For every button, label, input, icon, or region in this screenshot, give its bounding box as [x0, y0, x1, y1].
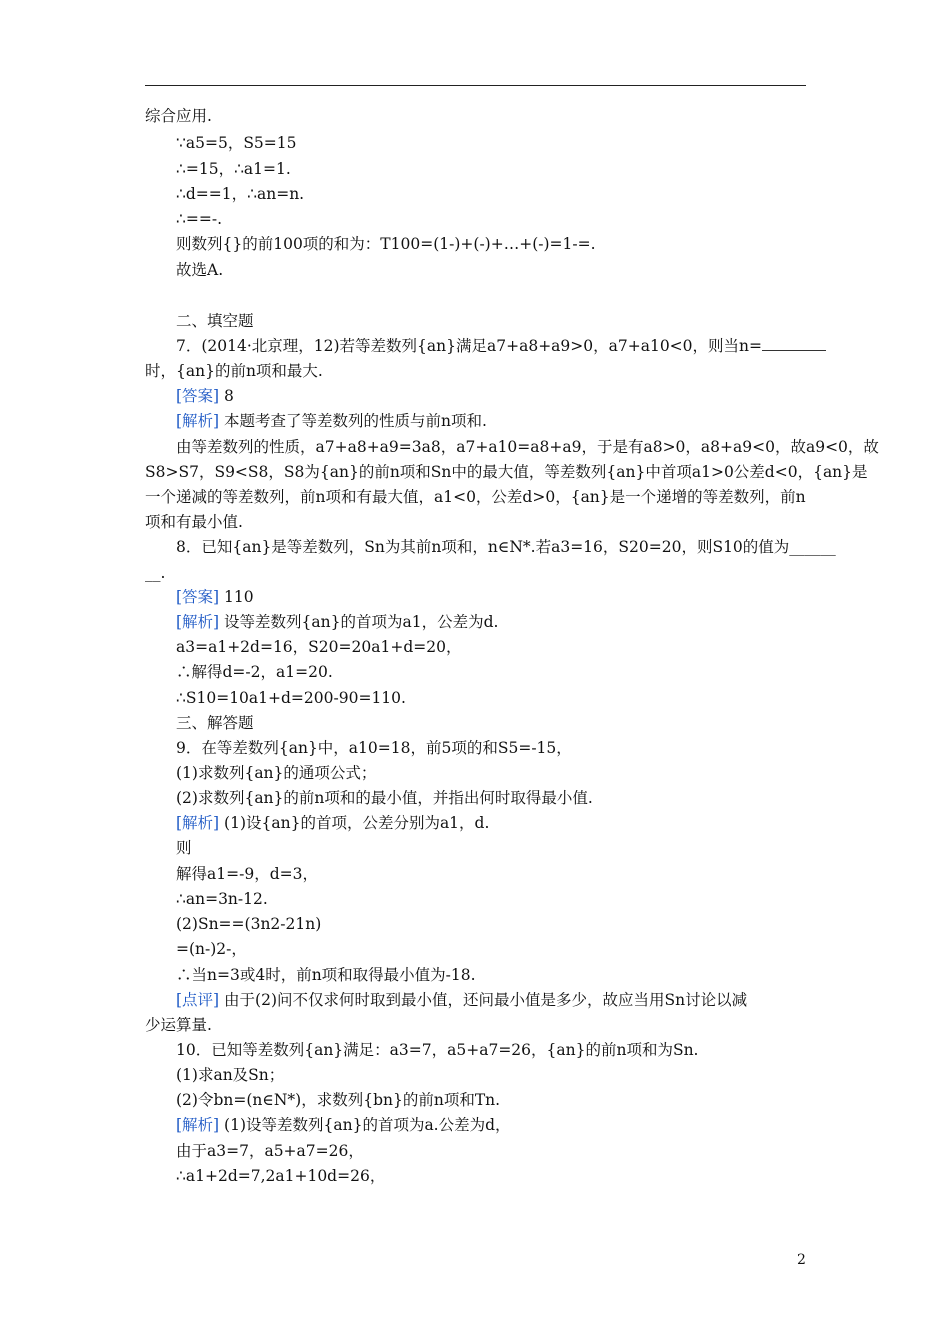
line-text: (1)设{an}的首项，公差分别为a1，d.	[219, 814, 490, 832]
text-line	[145, 106, 212, 126]
text-line	[176, 612, 498, 632]
section-tag: [解析]	[176, 1116, 220, 1134]
line-text: ∴解得d=-2，a1=20.	[176, 663, 333, 681]
line-text: 由于a3=7，a5+a7=26，	[176, 1142, 364, 1160]
line-text: (1)求数列{an}的通项公式；	[176, 764, 377, 782]
text-line	[176, 990, 747, 1010]
header-rule	[145, 85, 806, 86]
line-text: 由于(2)问不仅求何时取到最小值，还问最小值是多少，故应当用Sn讨论以减	[219, 991, 748, 1009]
line-text: ∴S10=10a1+d=200-90=110.	[176, 689, 406, 707]
text-line	[176, 1166, 385, 1186]
line-text: 设等差数列{an}的首项为a1，公差为d.	[219, 613, 499, 631]
text-line	[176, 1065, 284, 1085]
text-line	[176, 537, 836, 557]
section-tag: [答案]	[176, 588, 220, 606]
line-text: 110	[219, 588, 254, 606]
text-line	[176, 184, 304, 204]
text-line	[176, 336, 826, 356]
text-line	[176, 965, 476, 985]
text-line	[176, 209, 222, 229]
text-line	[176, 864, 318, 884]
text-line	[145, 512, 243, 532]
line-text: ∵a5=5，S5=15	[176, 134, 297, 152]
line-text: 一个递减的等差数列，前n项和有最大值，a1<0，公差d>0，{an}是一个递增的等差数列，前n	[145, 488, 806, 506]
line-text: 8	[219, 387, 234, 405]
line-text: __.	[145, 564, 166, 582]
text-line	[145, 1015, 212, 1035]
text-line	[176, 688, 406, 708]
line-text: 则数列{}的前100项的和为：T100=(1-)+(-)+…+(-)=1-=.	[176, 235, 596, 253]
text-line	[176, 1141, 364, 1161]
line-text: ∴==-.	[176, 210, 223, 228]
line-text: 10．已知等差数列{an}满足：a3=7，a5+a7=26，{an}的前n项和为Sn.	[176, 1041, 699, 1059]
text-line	[176, 713, 254, 733]
line-text: (2)求数列{an}的前n项和的最小值，并指出何时取得最小值.	[176, 789, 593, 807]
text-line	[176, 311, 254, 331]
text-line	[176, 1115, 511, 1135]
section-tag: [点评]	[176, 991, 220, 1009]
line-text: ∴an=3n-12.	[176, 890, 268, 908]
line-text: 本题考查了等差数列的性质与前n项和.	[219, 412, 487, 430]
line-text: 项和有最小值.	[145, 513, 243, 531]
text-line	[176, 763, 376, 783]
line-text: 时，{an}的前n项和最大.	[145, 362, 323, 380]
section-tag: [解析]	[176, 613, 220, 631]
text-line	[176, 260, 223, 280]
text-line	[176, 1040, 698, 1060]
text-line	[176, 889, 268, 909]
line-text: 故选A.	[176, 261, 224, 279]
text-line	[145, 563, 165, 583]
line-text: ∴d==1，∴an=n.	[176, 185, 305, 203]
line-text: 综合应用.	[145, 107, 212, 125]
line-text: ∴a1+2d=7,2a1+10d=26，	[176, 1167, 386, 1185]
text-line	[176, 838, 192, 858]
line-text: 9．在等差数列{an}中，a10=18，前5项的和S5=-15，	[176, 739, 572, 757]
line-text: 7．(2014·北京理，12)若等差数列{an}满足a7+a8+a9>0，a7+a10<0，则当n=	[176, 337, 763, 355]
line-text: (1)求an及Sn；	[176, 1066, 285, 1084]
text-line	[176, 939, 247, 959]
line-text: 8．已知{an}是等差数列，Sn为其前n项和，n∈N*.若a3=16，S20=20，则S10的值为______	[176, 538, 836, 556]
text-line	[176, 234, 596, 254]
line-text: a3=a1+2d=16，S20=20a1+d=20，	[176, 638, 462, 656]
text-line	[176, 788, 593, 808]
section-tag: [解析]	[176, 814, 220, 832]
line-text: 则	[176, 839, 192, 857]
text-line	[176, 587, 254, 607]
text-line	[176, 813, 489, 833]
text-line	[176, 411, 487, 431]
text-line	[176, 133, 297, 153]
line-text: 二、填空题	[176, 312, 254, 330]
text-line	[145, 487, 806, 507]
line-text: (2)令bn=(n∈N*)，求数列{bn}的前n项和Tn.	[176, 1091, 501, 1109]
text-line	[176, 159, 291, 179]
line-text: S8>S7，S9<S8，S8为{an}的前n项和Sn中的最大值，等差数列{an}中首项a1>0公差d<0，{an}是	[145, 463, 868, 481]
line-text: 解得a1=-9，d=3，	[176, 865, 318, 883]
text-line	[176, 386, 234, 406]
text-line	[176, 914, 321, 934]
text-line	[145, 462, 868, 482]
line-text: 由等差数列的性质，a7+a8+a9=3a8，a7+a10=a8+a9，于是有a8>0，a8+a9<0，故a9<0，故	[176, 438, 879, 456]
answer-blank	[762, 336, 826, 351]
line-text: 三、解答题	[176, 714, 254, 732]
line-text: ∴当n=3或4时，前n项和取得最小值为-18.	[176, 966, 476, 984]
text-line	[176, 738, 572, 758]
line-text: 少运算量.	[145, 1016, 212, 1034]
text-line	[176, 437, 879, 457]
line-text: (1)设等差数列{an}的首项为a.公差为d，	[219, 1116, 511, 1134]
text-line	[145, 361, 323, 381]
page-number: 2	[797, 1252, 806, 1268]
section-tag: [答案]	[176, 387, 220, 405]
text-line	[176, 1090, 500, 1110]
section-tag: [解析]	[176, 412, 220, 430]
text-line	[176, 662, 333, 682]
line-text: =(n-)2-，	[176, 940, 247, 958]
line-text: ∴=15，∴a1=1.	[176, 160, 291, 178]
line-text: (2)Sn==(3n2-21n)	[176, 915, 322, 933]
text-line	[176, 637, 461, 657]
